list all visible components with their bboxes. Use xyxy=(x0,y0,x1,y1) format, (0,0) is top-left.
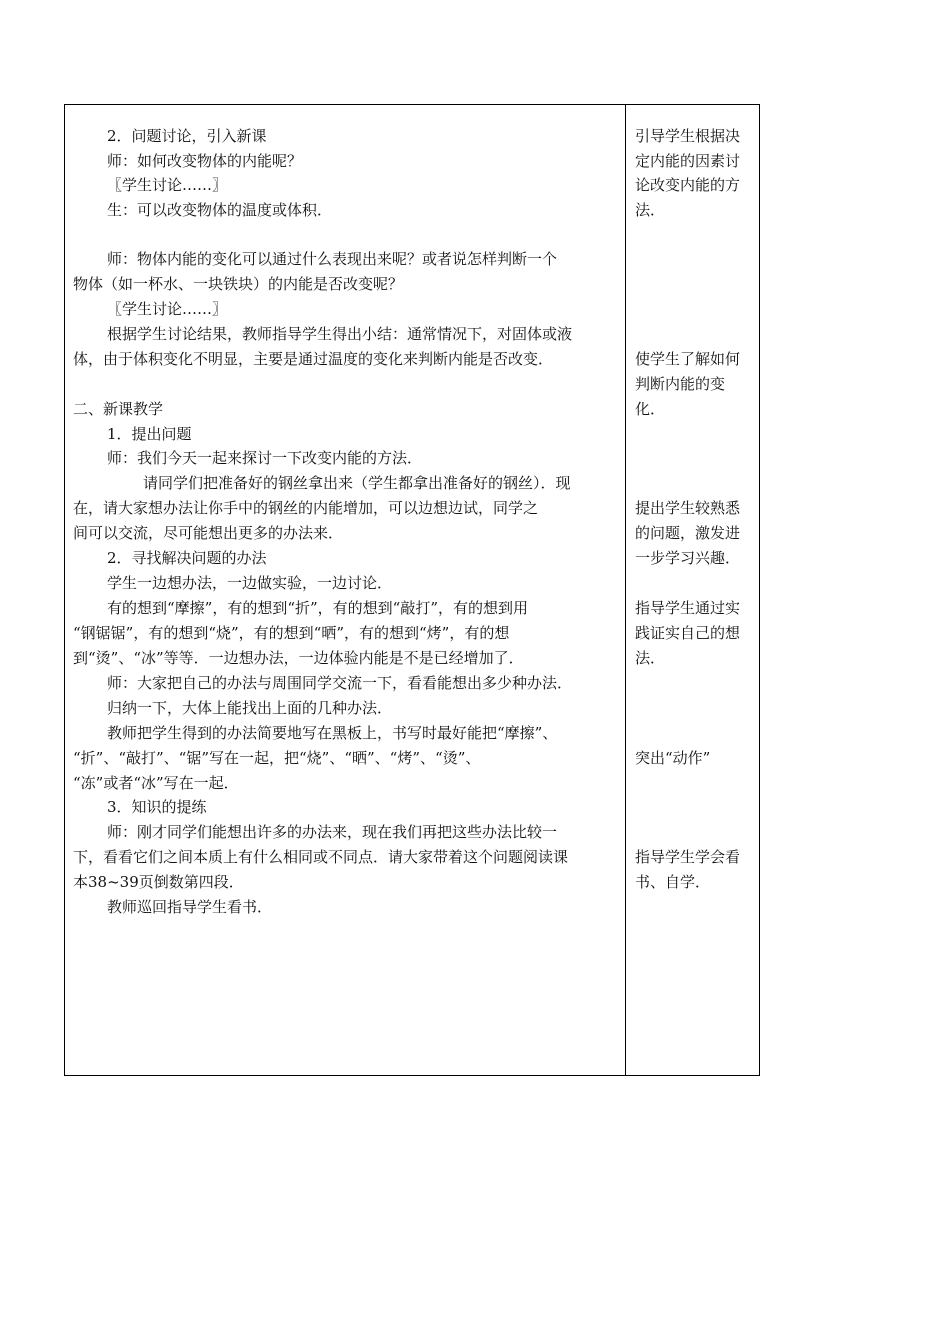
note-text-line: 提出学生较熟悉 xyxy=(635,499,741,517)
note-text-line: 引导学生根据决 xyxy=(635,127,741,145)
body-text-line: 生：可以改变物体的温度或体积． xyxy=(107,201,333,219)
note-text-line: 突出“动作” xyxy=(635,749,711,767)
body-text-line: 本38~39页倒数第四段． xyxy=(73,873,244,891)
body-text-line: 师：物体内能的变化可以通过什么表现出来呢？或者说怎样判断一个 xyxy=(107,250,558,268)
body-text-line: 间可以交流，尽可能想出更多的办法来． xyxy=(73,524,344,542)
body-text-line: 2．寻找解决问题的办法 xyxy=(107,549,267,567)
column-divider xyxy=(625,104,626,1076)
note-text-line: 使学生了解如何 xyxy=(635,350,741,368)
note-text-line: 判断内能的变 xyxy=(635,375,726,393)
note-text-line: 论改变内能的方 xyxy=(635,176,741,194)
body-text-line: 师：我们今天一起来探讨一下改变内能的方法． xyxy=(107,449,423,467)
note-text-line: 书、自学． xyxy=(635,873,711,891)
body-text-line: 根据学生讨论结果，教师指导学生得出小结：通常情况下，对固体或液 xyxy=(107,325,573,343)
body-text-line: “钢锯锯”，有的想到“烧”，有的想到“晒”，有的想到“烤”，有的想 xyxy=(73,624,510,642)
body-text-line: 师：大家把自己的办法与周围同学交流一下，看看能想出多少种办法． xyxy=(107,674,573,692)
body-text-line: 3．知识的提练 xyxy=(107,798,207,816)
body-text-line: 师：刚才同学们能想出许多的办法来，现在我们再把这些办法比较一 xyxy=(107,823,558,841)
body-text-line: “折”、“敲打”、“锯”写在一起，把“烧”、“晒”、“烤”、“烫”、 xyxy=(73,749,481,767)
body-text-line: 有的想到“摩擦”，有的想到“折”，有的想到“敲打”，有的想到用 xyxy=(107,599,529,617)
note-text-line: 践证实自己的想 xyxy=(635,624,741,642)
note-text-line: 指导学生学会看 xyxy=(635,848,741,866)
note-text-line: 的问题，激发进 xyxy=(635,524,741,542)
body-text-line: 学生一边想办法，一边做实验，一边讨论． xyxy=(107,574,393,592)
body-text-line: 请同学们把准备好的钢丝拿出来（学生都拿出准备好的钢丝）．现 xyxy=(143,474,571,492)
body-text-line: 〖学生讨论……〗 xyxy=(107,300,228,318)
body-text-line: 到“烫”、“冰”等等．一边想办法，一边体验内能是不是已经增加了． xyxy=(73,649,524,667)
body-text-line: “冻”或者“冰”写在一起． xyxy=(73,774,239,792)
note-text-line: 法． xyxy=(635,649,666,667)
note-text-line: 定内能的因素讨 xyxy=(635,152,741,170)
note-text-line: 指导学生通过实 xyxy=(635,599,741,617)
body-text-line: 下，看看它们之间本质上有什么相同或不同点．请大家带着这个问题阅读课 xyxy=(73,848,569,866)
body-text-line: 〖学生讨论……〗 xyxy=(107,176,228,194)
note-text-line: 一步学习兴趣． xyxy=(635,549,741,567)
body-text-line: 1．提出问题 xyxy=(107,425,192,443)
body-text-line: 教师巡回指导学生看书． xyxy=(107,898,273,916)
body-text-line: 在，请大家想办法让你手中的钢丝的内能增加，可以边想边试，同学之 xyxy=(73,499,539,517)
body-text-line: 体，由于体积变化不明显，主要是通过温度的变化来判断内能是否改变． xyxy=(73,350,554,368)
body-text-line: 2．问题讨论，引入新课 xyxy=(107,127,267,145)
note-text-line: 法． xyxy=(635,201,666,219)
body-text-line: 物体（如一杯水、一块铁块）的内能是否改变呢？ xyxy=(73,275,404,293)
body-text-line: 师：如何改变物体的内能呢？ xyxy=(107,152,303,170)
body-text-line: 二、新课教学 xyxy=(73,400,164,418)
body-text-line: 归纳一下，大体上能找出上面的几种办法． xyxy=(107,699,393,717)
note-text-line: 化． xyxy=(635,400,666,418)
body-text-line: 教师把学生得到的办法简要地写在黑板上，书写时最好能把“摩擦”、 xyxy=(107,724,558,742)
